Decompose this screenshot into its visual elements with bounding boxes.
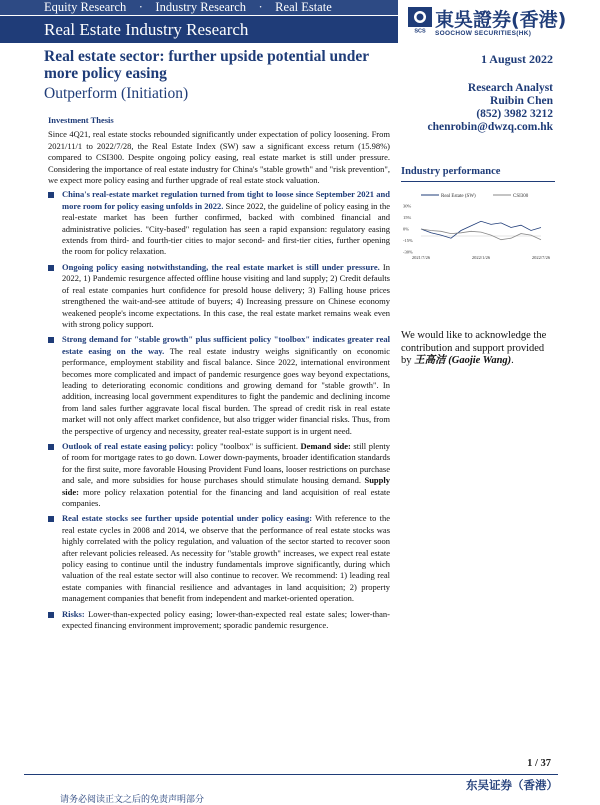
bullet-body: The real estate industry weighs significantly on economic performance, employment stability and fiscal balance. Since 2022, international environment becomes more complicated and impact of pandemic resurgence goes way beyond expectations, leading to deteriorating economic conditions and growing demand for "stable growth". In addition, increasing local government expenditures to fight the pandemic and declining income from land sales further aggravate local fiscal burden. The spread of credit risk in real estate market will not only affect market confidence, but also trigger wider financial risks. Thus, from the perspective of urgency and necessity, greater real-estate support is in urgent need. [62,345,390,436]
rating: Outperform (Initiation) [44,85,189,102]
y-tick-label: 0% [403,226,409,232]
bullet-market-pressure [48,262,390,330]
footer-divider [24,774,558,775]
industry-performance-chart [401,186,559,266]
bullet-body: more policy relaxation potential for the financing and land acquisition of real estate companies. [62,486,390,508]
logo-chinese: 東吳證券(香港) [435,9,567,31]
y-tick-label: -15% [403,238,413,243]
y-tick-label: 15% [403,215,412,220]
footer-disclaimer: 请务必阅读正文之后的免责声明部分 [60,795,205,805]
bullet-subheading: Supply side: [62,475,390,497]
bullet-square-icon [48,612,54,618]
bullet-upside [48,513,390,604]
bullet-heading: Real estate stocks see further upside potential under policy easing: [62,513,313,524]
section-title: Real Estate Industry Research [0,16,398,43]
ack-text: We would like to acknowledge the contribution and support provided by [401,330,547,366]
acknowledgement [401,330,556,368]
bullet-heading: China's real-estate market regulation turned from tight to loose since September 2021 and more room for policy easing unfolds in 2022. [62,189,390,211]
report-date: 1 August 2022 [480,52,553,66]
bullet-policy-turn [48,189,390,257]
bullet-heading: Risks: [62,608,85,619]
bullet-policy-outlook [48,441,390,509]
bullet-body: With reference to the real estate cycles in 2008 and 2014, we observe that the performance of real estate stocks was highly correlated with the policy regulation, and valuation of the sector started to recover soon after relevant policies released. As necessity for "stable growth" increases, we expect real estate policy easing to continue until the industry fundamentals improve significantly, during which valuation of the real estate sector will also continue to recover. We recommend: 1) leading real estate companies with financial resilience and advantages in land acquisition; 2) property management companies that benefit from independent and market-oriented operation. [62,513,390,604]
bullet-heading: Ongoing policy easing notwithstanding, the real estate market is still under pressure. [62,261,380,272]
bullet-body: still plenty of room for mortgage rates to go down. Lower down-payments, broader identification standards for the first suite, more favorable Housing Provident Fund loans, looser restrictions on purchase and sale, and more subsidies for house purchases should stimulate housing demand. [62,440,390,486]
bullet-stable-growth [48,334,390,437]
bullet-square-icon [48,444,54,450]
thesis-heading: Investment Thesis [48,115,114,125]
ack-name: 王高洁 (Gaojie Wang) [414,355,512,366]
header-band [0,0,398,46]
bullet-body: Lower-than-expected policy easing; lower-than-expected real estate sales; lower-than-expected financing environment improvement; sporadic pandemic resurgence. [62,608,390,631]
page-number: 1 / 37 [527,758,551,769]
report-title: Real estate sector: further upside potential under more policy easing [44,48,369,82]
analyst-phone: (852) 3982 3212 [476,108,553,120]
bullet-heading: Outlook of real estate easing policy: [62,440,194,451]
performance-heading: Industry performance [401,166,501,177]
bullet-square-icon [48,192,54,198]
bullet-subheading: Demand side: [300,440,351,451]
bullet-body: In 2022, 1) Pandemic resurgence affected offline house visiting and land supply; 2) Credit defaults of real estate companies hurt confidence for presold house delivery; 3) Falling house prices strengthened the wait-and-see attitude of buyers; 4) Increasing pressure on Chinese economy weakened people's income expectations. In this case, the real estate market remains weak even with strong policy support. [62,261,390,329]
bullet-body: Since 2022, the guideline of policy easing in the real-estate market has been further confirmed, backed with combined financial and administrative policies. "City-based" regulation has seen a rapid expansion: regulatory easing extends from third- and fourth-tier cities to major second- and first-tier cities, further opening the room for policy relaxation. [62,200,390,257]
analyst-email[interactable]: chenrobin@dwzq.com.hk [427,121,553,133]
x-tick-label: 2022/7/26 [531,255,551,260]
company-logo [408,5,578,41]
logo-mark-icon [408,7,432,33]
bullet-risks [48,609,390,632]
thesis-intro: Since 4Q21, real estate stocks rebounded significantly under expectation of policy loosening. From 2021/11/1 to 2022/7/28, the Real Estate Index (SW) saw a significant excess return (15.98%) compared to CSI300. Despite ongoing policy easing, real estate market is still under pressure. Considering the importance of real estate industry for China's "stable growth" and "risk prevention", we expect more policy easing and further upgrade of real estate stock valuation. [48,129,390,186]
analyst-name: Ruibin Chen [490,95,553,107]
bullet-square-icon [48,337,54,343]
logo-mark-text: SCS [414,28,426,33]
legend-csi300: CSI300 [513,194,529,199]
bullet-body: policy "toolbox" is sufficient. [193,440,301,451]
analyst-block [427,82,553,134]
x-tick-label: 2022/1/26 [471,255,491,260]
series-real-estate [421,221,541,238]
bullet-square-icon [48,516,54,522]
bullet-heading: Strong demand for "stable growth" plus sufficient policy "toolbox" indicates greater real estate easing on the way. [62,334,390,356]
analyst-role: Research Analyst [467,82,553,94]
x-tick-label: 2021/7/26 [411,255,431,260]
bullet-square-icon [48,265,54,271]
ack-end: . [511,355,514,366]
y-tick-label: -30% [403,249,413,255]
performance-divider [401,181,555,182]
main-column [48,115,390,635]
logo-english: SOOCHOW SECURITIES(HK) [435,30,532,37]
footer-company: 东吴证券（香港） [466,778,558,792]
y-tick-label: 30% [403,203,412,209]
breadcrumb: Equity Research · Industry Research · Real Estate [0,0,398,15]
legend-real-estate: Real Estate (SW) [441,194,476,199]
